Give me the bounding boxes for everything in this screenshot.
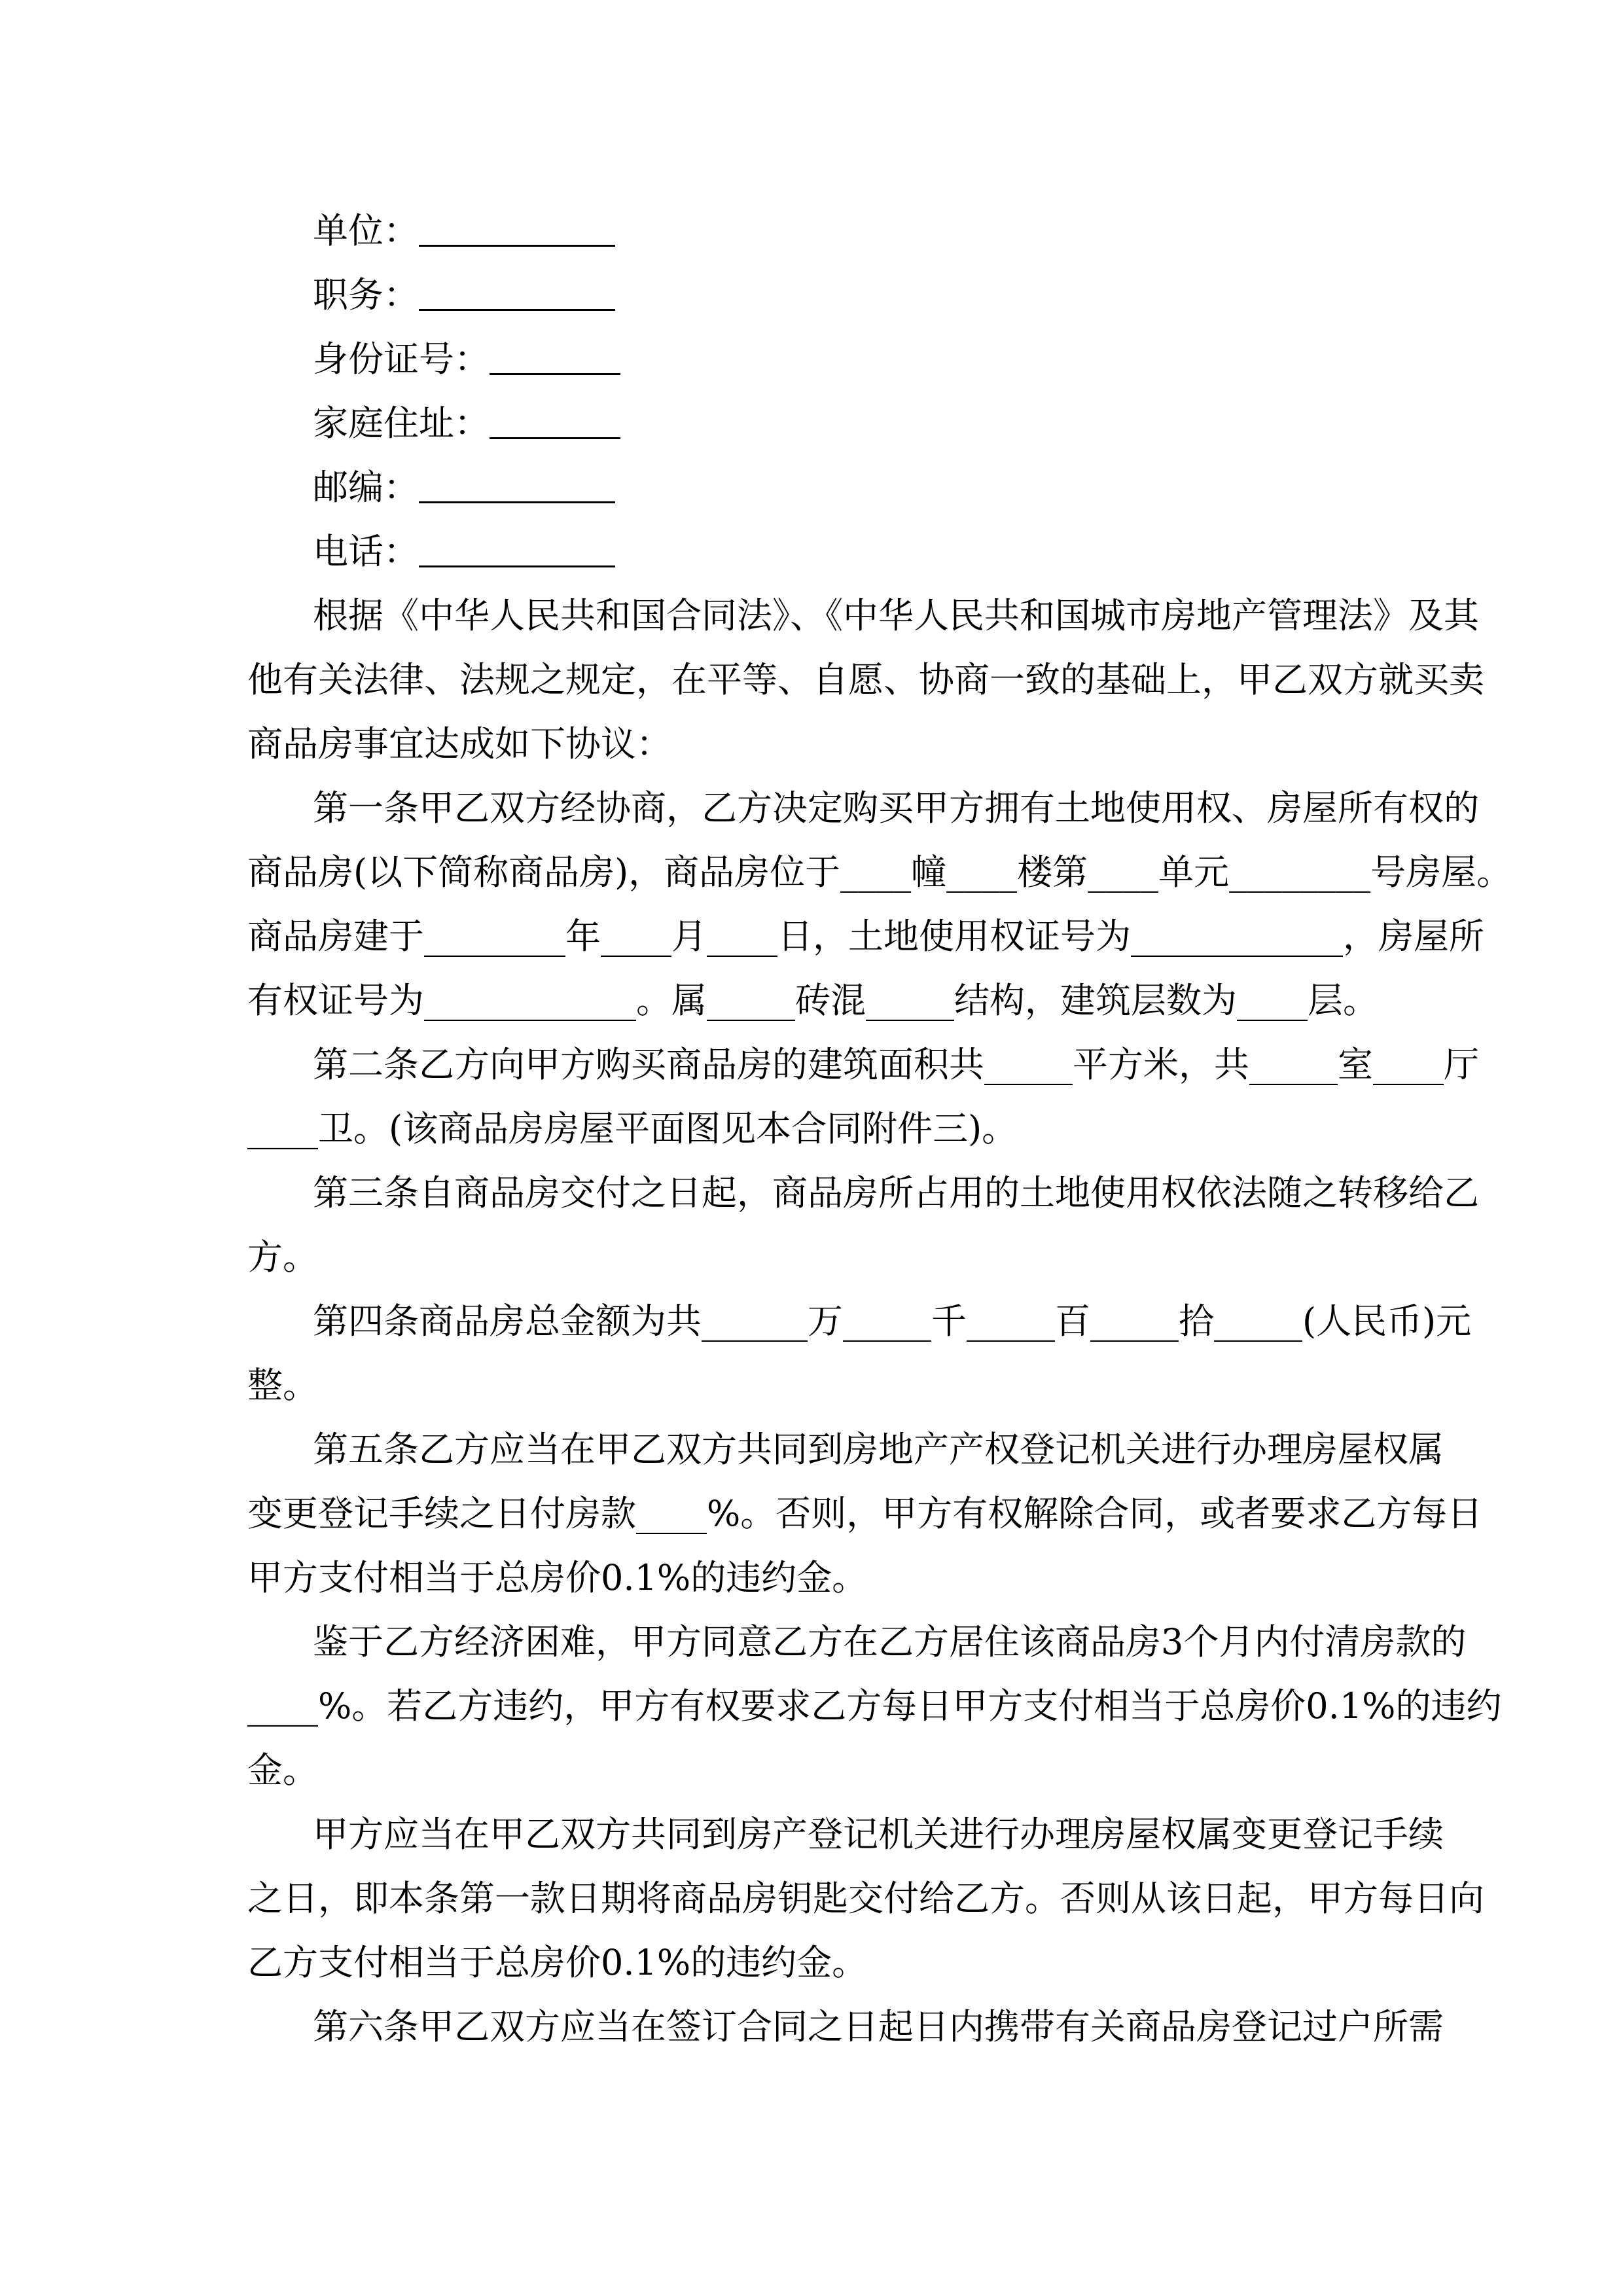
text-line: 有权证号为____________。属_____砖混_____结构，建筑层数为____层。 <box>247 980 1378 1021</box>
text-line: 鉴于乙方经济困难，甲方同意乙方在乙方居住该商品房3个月内付清房款的 <box>313 1621 1467 1662</box>
text-line: ____卫。(该商品房房屋平面图见本合同附件三)。 <box>247 1108 1018 1149</box>
text-line: 第一条甲乙双方经协商，乙方决定购买甲方拥有土地使用权、房屋所有权的 <box>313 787 1479 829</box>
text-line: 变更登记手续之日付房款____%。否则，甲方有权解除合同，或者要求乙方每日 <box>247 1493 1483 1534</box>
text-line: 甲方应当在甲乙双方共同到房产登记机关进行办理房屋权属变更登记手续 <box>313 1814 1444 1855</box>
contract-paragraph <box>247 1418 1483 1610</box>
contract-paragraph <box>247 1995 1444 2059</box>
text-line: ____%。若乙方违约，甲方有权要求乙方每日甲方支付相当于总房价0.1%的违约 <box>247 1685 1502 1727</box>
field-row <box>247 456 1386 520</box>
contract-paragraph <box>247 1033 1479 1161</box>
field-blank[interactable] <box>490 398 620 439</box>
text-line: 乙方支付相当于总房价0.1%的违约金。 <box>247 1942 868 1983</box>
field-blank[interactable] <box>419 206 615 247</box>
text-line: 商品房建于________年____月____日，土地使用权证号为____________，房屋所 <box>247 916 1484 957</box>
field-row <box>247 520 1386 584</box>
text-line: 金。 <box>247 1749 318 1791</box>
party-info-fields <box>247 199 1386 584</box>
text-line: 之日，即本条第一款日期将商品房钥匙交付给乙方。否则从该日起，甲方每日向 <box>247 1878 1484 1919</box>
text-line: 第四条商品房总金额为共______万_____千_____百_____拾_____(人民币)元 <box>313 1300 1472 1342</box>
field-label: 职务： <box>313 274 419 315</box>
text-line: 根据《中华人民共和国合同法》、《中华人民共和国城市房地产管理法》及其 <box>313 595 1479 636</box>
field-row <box>247 391 1386 456</box>
contract-paragraph <box>247 1803 1484 1995</box>
text-line: 整。 <box>247 1365 318 1406</box>
field-blank[interactable] <box>419 270 615 311</box>
contract-page <box>247 199 1512 2059</box>
text-line: 第五条乙方应当在甲乙双方共同到房地产产权登记机关进行办理房屋权属 <box>313 1429 1444 1470</box>
contract-paragraph <box>247 776 1512 1033</box>
contract-body <box>247 584 1512 2059</box>
field-row <box>247 199 1386 263</box>
field-label: 家庭住址： <box>313 403 490 444</box>
field-blank[interactable] <box>490 334 620 375</box>
field-blank[interactable] <box>419 462 615 503</box>
text-line: 他有关法律、法规之规定，在平等、自愿、协商一致的基础上，甲乙双方就买卖 <box>247 659 1484 700</box>
contract-paragraph <box>247 1161 1479 1289</box>
text-line: 甲方支付相当于总房价0.1%的违约金。 <box>247 1557 868 1598</box>
field-blank[interactable] <box>419 526 615 567</box>
field-label: 身份证号： <box>313 338 490 380</box>
text-line: 第二条乙方向甲方购买商品房的建筑面积共_____平方米，共_____室____厅 <box>313 1044 1479 1085</box>
text-line: 方。 <box>247 1236 318 1278</box>
field-label: 邮编： <box>313 467 419 508</box>
text-line: 商品房事宜达成如下协议： <box>247 723 671 764</box>
contract-paragraph <box>247 1610 1502 1803</box>
field-row <box>247 263 1386 327</box>
field-label: 电话： <box>313 531 419 572</box>
text-line: 第六条甲乙双方应当在签订合同之日起日内携带有关商品房登记过户所需 <box>313 2006 1444 2047</box>
text-line: 第三条自商品房交付之日起，商品房所占用的土地使用权依法随之转移给乙 <box>313 1172 1479 1213</box>
text-line: 商品房(以下简称商品房)，商品房位于____幢____楼第____单元________号房屋。 <box>247 852 1512 893</box>
contract-paragraph <box>247 584 1484 776</box>
field-row <box>247 327 1386 391</box>
field-label: 单位： <box>313 210 419 251</box>
contract-paragraph <box>247 1289 1472 1418</box>
